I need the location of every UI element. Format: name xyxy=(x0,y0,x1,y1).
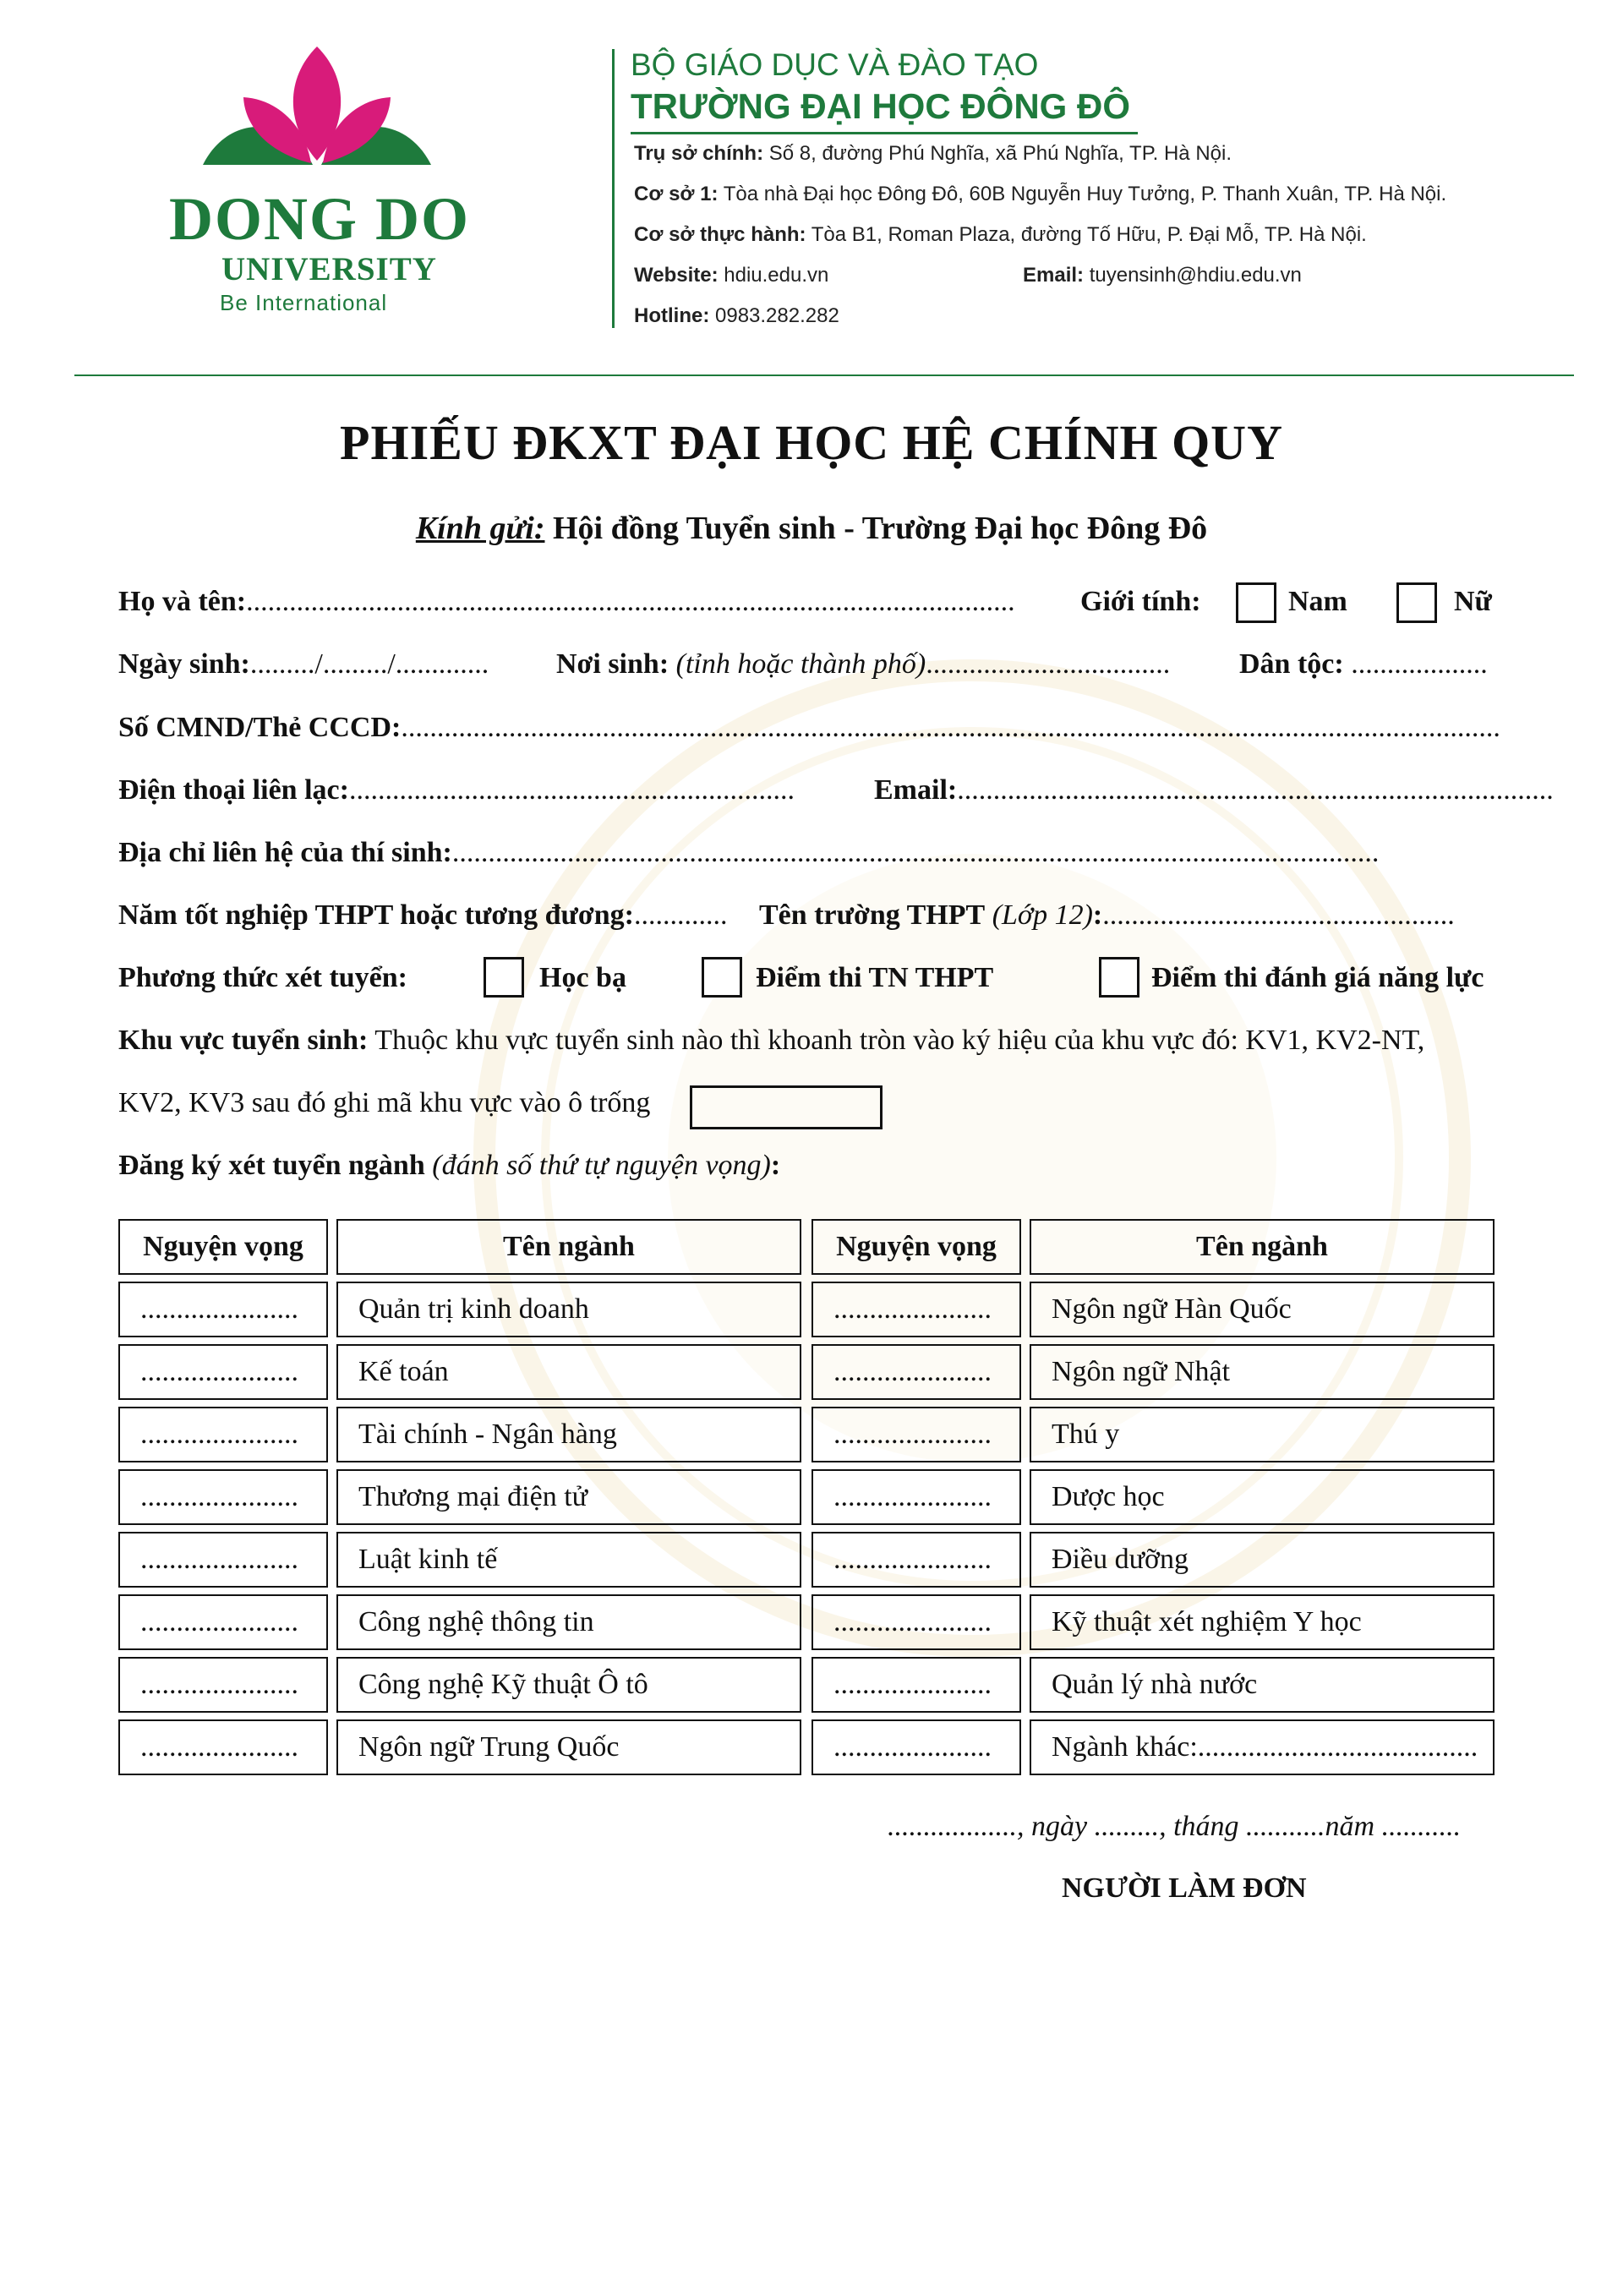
brand-name: DONG DO xyxy=(169,185,470,253)
major-name-cell: Điều dưỡng xyxy=(1030,1532,1495,1588)
table-header-cell: Nguyện vọng xyxy=(812,1219,1021,1275)
major-name-cell: Ngôn ngữ Hàn Quốc xyxy=(1030,1282,1495,1337)
major-name-cell: Kỹ thuật xét nghiệm Y học xyxy=(1030,1594,1495,1650)
wish-order-input[interactable]: ...................... xyxy=(812,1532,1021,1588)
male-label: Nam xyxy=(1288,586,1347,617)
major-name-cell: Quản trị kinh doanh xyxy=(336,1282,801,1337)
wish-order-input[interactable]: ...................... xyxy=(812,1469,1021,1525)
wish-order-input[interactable]: ...................... xyxy=(812,1719,1021,1775)
header-divider xyxy=(612,49,615,328)
wish-order-input[interactable]: ...................... xyxy=(812,1344,1021,1400)
wish-order-input[interactable]: ...................... xyxy=(812,1594,1021,1650)
area-instructions-cont: KV2, KV3 sau đó ghi mã khu vực vào ô trống xyxy=(118,1087,651,1118)
wish-order-input[interactable]: ...................... xyxy=(118,1532,328,1588)
wish-order-input[interactable]: ...................... xyxy=(118,1469,328,1525)
hotline: Hotline: 0983.282.282 xyxy=(634,304,839,327)
brand-tagline: Be International xyxy=(220,290,388,315)
area-code-input[interactable] xyxy=(690,1085,883,1129)
signer-title: NGƯỜI LÀM ĐƠN xyxy=(1062,1872,1307,1904)
form-title: PHIẾU ĐKXT ĐẠI HỌC HỆ CHÍNH QUY xyxy=(340,415,1283,470)
major-name-cell: Kế toán xyxy=(336,1344,801,1400)
recipient-line: Kính gửi: Hội đồng Tuyển sinh - Trường Đại học Đông Đô xyxy=(415,511,1208,546)
pob-field[interactable]: Nơi sinh: (tỉnh hoặc thành phố).................................. xyxy=(556,648,1171,680)
high-school-field[interactable]: Tên trường THPT (Lớp 12):................................................. xyxy=(759,899,1455,931)
wish-order-input[interactable]: ...................... xyxy=(118,1407,328,1462)
method-label: Phương thức xét tuyển: xyxy=(118,962,408,993)
method-transcript-label: Học bạ xyxy=(539,962,626,993)
major-name-cell: Công nghệ Kỹ thuật Ô tô xyxy=(336,1657,801,1713)
contact-email: Email: tuyensinh@hdiu.edu.vn xyxy=(1023,264,1302,287)
major-name-cell: Ngành khác:....................................... xyxy=(1030,1719,1495,1775)
area-instructions: Khu vực tuyển sinh: Thuộc khu vực tuyển sinh nào thì khoanh tròn vào ký hiệu của khu vực đó: KV1, KV2-NT, xyxy=(118,1025,1425,1056)
wish-order-input[interactable]: ...................... xyxy=(118,1719,328,1775)
method-exam-label: Điểm thi TN THPT xyxy=(756,962,994,993)
major-name-cell: Quản lý nhà nước xyxy=(1030,1657,1495,1713)
wish-order-input[interactable]: ...................... xyxy=(118,1344,328,1400)
wish-order-input[interactable]: ...................... xyxy=(812,1657,1021,1713)
signature-date: .................., ngày ........., tháng ...........năm ........... xyxy=(888,1811,1462,1842)
wish-order-input[interactable]: ...................... xyxy=(812,1407,1021,1462)
major-name-cell: Tài chính - Ngân hàng xyxy=(336,1407,801,1462)
ministry-name: BỘ GIÁO DỤC VÀ ĐÀO TẠO xyxy=(631,47,1039,82)
wish-order-input[interactable]: ...................... xyxy=(118,1594,328,1650)
brand-sub: UNIVERSITY xyxy=(221,251,437,287)
campus1-address: Cơ sở 1: Tòa nhà Đại học Đông Đô, 60B Nguyễn Huy Tưởng, P. Thanh Xuân, TP. Hà Nội. xyxy=(634,183,1447,205)
table-header-cell: Tên ngành xyxy=(336,1219,801,1275)
ethnic-field[interactable]: Dân tộc: ................... xyxy=(1239,648,1488,680)
gender-label: Giới tính: xyxy=(1080,586,1201,617)
header-rule xyxy=(74,374,1574,376)
female-checkbox[interactable] xyxy=(1396,582,1437,623)
address-field[interactable]: Địa chỉ liên hệ của thí sinh:................................................................................................................................. xyxy=(118,837,1380,868)
major-name-cell: Ngôn ngữ Trung Quốc xyxy=(336,1719,801,1775)
major-name-cell: Công nghệ thông tin xyxy=(336,1594,801,1650)
method-competency-label: Điểm thi đánh giá năng lực xyxy=(1151,962,1484,993)
email-field[interactable]: Email:................................................................................... xyxy=(874,774,1554,806)
school-underline xyxy=(631,132,1138,134)
major-name-cell: Thú y xyxy=(1030,1407,1495,1462)
table-header-cell: Tên ngành xyxy=(1030,1219,1495,1275)
practice-address: Cơ sở thực hành: Tòa B1, Roman Plaza, đường Tố Hữu, P. Đại Mỗ, TP. Hà Nội. xyxy=(634,223,1367,246)
hq-address: Trụ sở chính: Số 8, đường Phú Nghĩa, xã Phú Nghĩa, TP. Hà Nội. xyxy=(634,142,1232,165)
major-name-cell: Dược học xyxy=(1030,1469,1495,1525)
method-competency-checkbox[interactable] xyxy=(1099,957,1139,998)
wish-order-input[interactable]: ...................... xyxy=(118,1657,328,1713)
major-name-cell: Ngôn ngữ Nhật xyxy=(1030,1344,1495,1400)
female-label: Nữ xyxy=(1454,586,1492,617)
table-header-cell: Nguyện vọng xyxy=(118,1219,328,1275)
major-name-cell: Thương mại điện tử xyxy=(336,1469,801,1525)
school-name: TRƯỜNG ĐẠI HỌC ĐÔNG ĐÔ xyxy=(631,86,1130,126)
dob-field[interactable]: Ngày sinh:........./........./............. xyxy=(118,648,489,680)
lotus-logo-icon xyxy=(194,46,440,182)
wish-order-input[interactable]: ...................... xyxy=(118,1282,328,1337)
method-exam-checkbox[interactable] xyxy=(702,957,742,998)
male-checkbox[interactable] xyxy=(1236,582,1276,623)
graduation-year-field[interactable]: Năm tốt nghiệp THPT hoặc tương đương:............. xyxy=(118,899,728,931)
name-field[interactable]: Họ và tên:........................................................................................................... xyxy=(118,586,1015,617)
wish-order-input[interactable]: ...................... xyxy=(812,1282,1021,1337)
phone-field[interactable]: Điện thoại liên lạc:.............................................................. xyxy=(118,774,795,806)
method-transcript-checkbox[interactable] xyxy=(484,957,524,998)
major-name-cell: Luật kinh tế xyxy=(336,1532,801,1588)
website: Website: hdiu.edu.vn xyxy=(634,264,829,287)
id-card-field[interactable]: Số CMND/Thẻ CCCD:......................................................................................................................................................... xyxy=(118,712,1500,743)
register-majors-label: Đăng ký xét tuyển ngành (đánh số thứ tự nguyện vọng): xyxy=(118,1150,781,1181)
